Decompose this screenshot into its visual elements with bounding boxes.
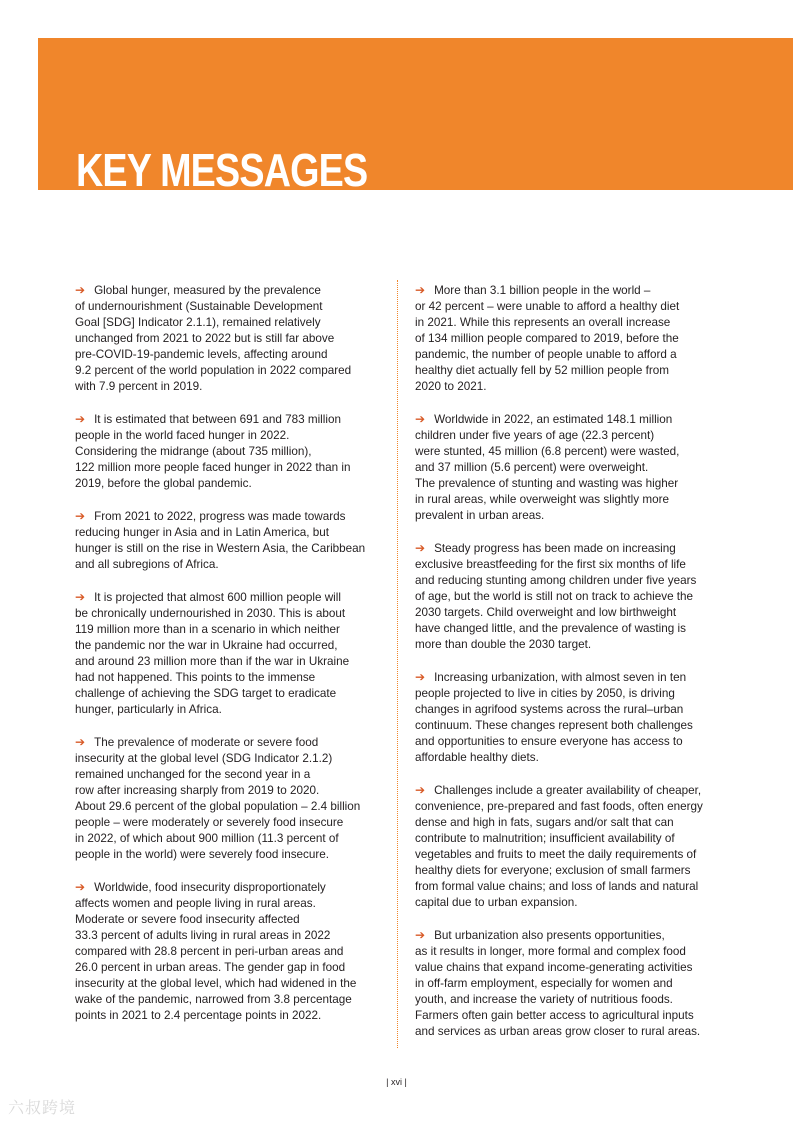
key-message: [75, 411, 385, 492]
message-line: [415, 1024, 725, 1040]
message-line: [415, 476, 725, 492]
message-line: [415, 557, 725, 573]
message-text: people projected to live in cities by 2050, is driving: [415, 687, 675, 700]
key-message: [415, 927, 725, 1040]
message-line: [415, 718, 725, 734]
message-line: [415, 799, 725, 815]
message-line: [75, 315, 385, 331]
message-line: [415, 992, 725, 1008]
message-line: [75, 638, 385, 654]
message-text: dense and high in fats, sugars and/or salt that can: [415, 816, 674, 829]
message-text: youth, and increase the variety of nutritious foods.: [415, 993, 673, 1006]
message-text: prevalent in urban areas.: [415, 509, 545, 522]
message-line: [415, 734, 725, 750]
message-line: [415, 460, 725, 476]
message-line: [415, 686, 725, 702]
message-text: 119 million more than in a scenario in which neither: [75, 623, 340, 636]
message-line: [415, 815, 725, 831]
message-line: [415, 379, 725, 395]
message-line: [415, 960, 725, 976]
message-line: [75, 508, 385, 525]
message-text: 33.3 percent of adults living in rural areas in 2022: [75, 929, 331, 942]
message-text: in off-farm employment, especially for women and: [415, 977, 673, 990]
message-text: and 37 million (5.6 percent) were overweight.: [415, 461, 649, 474]
message-text: insecurity at the global level (SDG Indicator 2.1.2): [75, 752, 333, 765]
message-text: pandemic, the number of people unable to afford a: [415, 348, 677, 361]
message-line: [75, 847, 385, 863]
message-text: people in the world) were severely food insecure.: [75, 848, 330, 861]
message-line: [75, 525, 385, 541]
message-text: contribute to malnutrition; insufficient availability of: [415, 832, 675, 845]
message-text: be chronically undernourished in 2030. This is about: [75, 607, 346, 620]
message-text: healthy diets for everyone; exclusion of small farmers: [415, 864, 691, 877]
message-line: [75, 299, 385, 315]
message-text: as it results in longer, more formal and complex food: [415, 945, 686, 958]
message-text: capital due to urban expansion.: [415, 896, 578, 909]
message-line: [75, 815, 385, 831]
message-line: [415, 944, 725, 960]
watermark: 六叔跨境: [8, 1098, 77, 1117]
page-number: | xvi |: [386, 1077, 407, 1087]
message-line: [75, 606, 385, 622]
message-text: 122 million more people faced hunger in 2022 than in: [75, 461, 351, 474]
message-line: [415, 669, 725, 686]
message-text: compared with 28.8 percent in peri-urban areas and: [75, 945, 344, 958]
message-text: 26.0 percent in urban areas. The gender gap in food: [75, 961, 346, 974]
message-text: 2020 to 2021.: [415, 380, 487, 393]
message-line: [75, 347, 385, 363]
message-text: challenge of achieving the SDG target to eradicate: [75, 687, 337, 700]
arrow-right-icon: ➔: [415, 783, 426, 797]
message-text: Global hunger, measured by the prevalence: [94, 284, 321, 297]
message-text: affects women and people living in rural areas.: [75, 897, 316, 910]
message-text: value chains that expand income-generating activities: [415, 961, 693, 974]
message-line: [75, 557, 385, 573]
message-line: [415, 589, 725, 605]
message-line: [75, 960, 385, 976]
key-message: [415, 540, 725, 653]
message-line: [415, 621, 725, 637]
arrow-right-icon: ➔: [415, 283, 426, 297]
message-line: [415, 299, 725, 315]
key-message: [415, 669, 725, 766]
message-text: More than 3.1 billion people in the world –: [434, 284, 651, 297]
message-text: affordable healthy diets.: [415, 751, 539, 764]
message-text: The prevalence of moderate or severe food: [94, 736, 319, 749]
message-text: 2030 targets. Child overweight and low birthweight: [415, 606, 677, 619]
message-line: [75, 912, 385, 928]
message-line: [415, 508, 725, 524]
message-text: more than double the 2030 target.: [415, 638, 592, 651]
message-line: [75, 444, 385, 460]
message-text: insecurity at the global level, which had widened in the: [75, 977, 357, 990]
left-column: [75, 282, 385, 1040]
message-text: from formal value chains; and loss of lands and natural: [415, 880, 699, 893]
key-message: [75, 282, 385, 395]
message-line: [75, 992, 385, 1008]
key-message: [75, 734, 385, 863]
message-text: unchanged from 2021 to 2022 but is still far above: [75, 332, 335, 345]
message-line: [415, 927, 725, 944]
message-text: hunger is still on the rise in Western Asia, the Caribbean: [75, 542, 366, 555]
arrow-right-icon: ➔: [415, 670, 426, 684]
message-line: [415, 411, 725, 428]
arrow-right-icon: ➔: [415, 928, 426, 942]
message-text: Challenges include a greater availability of cheaper,: [434, 784, 702, 797]
message-line: [75, 767, 385, 783]
message-line: [75, 622, 385, 638]
message-text: of undernourishment (Sustainable Development: [75, 300, 323, 313]
message-line: [75, 670, 385, 686]
message-line: [415, 863, 725, 879]
message-line: [75, 541, 385, 557]
message-line: [415, 573, 725, 589]
arrow-right-icon: ➔: [75, 590, 86, 604]
message-line: [415, 637, 725, 653]
message-text: changes in agrifood systems across the rural–urban: [415, 703, 684, 716]
message-text: children under five years of age (22.3 percent): [415, 429, 655, 442]
message-line: [75, 879, 385, 896]
message-text: in 2021. While this represents an overall increase: [415, 316, 671, 329]
message-text: Considering the midrange (about 735 million),: [75, 445, 312, 458]
message-text: and services as urban areas grow closer to rural areas.: [415, 1025, 701, 1038]
message-text: people in the world faced hunger in 2022.: [75, 429, 290, 442]
message-text: From 2021 to 2022, progress was made towards: [94, 510, 346, 523]
message-text: reducing hunger in Asia and in Latin America, but: [75, 526, 330, 539]
message-text: and opportunities to ensure everyone has access to: [415, 735, 683, 748]
message-line: [415, 782, 725, 799]
message-line: [75, 831, 385, 847]
message-line: [75, 428, 385, 444]
message-text: It is estimated that between 691 and 783 million: [94, 413, 341, 426]
message-text: Steady progress has been made on increasing: [434, 542, 676, 555]
message-text: people – were moderately or severely food insecure: [75, 816, 344, 829]
message-text: vegetables and fruits to meet the daily requirements of: [415, 848, 697, 861]
message-text: Farmers often gain better access to agricultural inputs: [415, 1009, 694, 1022]
message-line: [415, 428, 725, 444]
message-line: [75, 686, 385, 702]
message-line: [415, 444, 725, 460]
message-text: exclusive breastfeeding for the first six months of life: [415, 558, 686, 571]
message-text: Moderate or severe food insecurity affected: [75, 913, 300, 926]
arrow-right-icon: ➔: [75, 509, 86, 523]
message-text: row after increasing sharply from 2019 to 2020.: [75, 784, 320, 797]
message-text: But urbanization also presents opportunities,: [434, 929, 665, 942]
arrow-right-icon: ➔: [75, 412, 86, 426]
message-line: [75, 799, 385, 815]
message-line: [75, 476, 385, 492]
message-text: were stunted, 45 million (6.8 percent) were wasted,: [415, 445, 680, 458]
arrow-right-icon: ➔: [75, 880, 86, 894]
message-line: [415, 363, 725, 379]
message-line: [75, 702, 385, 718]
key-message: [75, 508, 385, 573]
column-divider: [397, 280, 398, 1048]
message-line: [415, 702, 725, 718]
key-message: [415, 782, 725, 911]
message-text: continuum. These changes represent both challenges: [415, 719, 693, 732]
key-message: [415, 411, 725, 524]
header-banner: [38, 38, 793, 190]
message-line: [75, 282, 385, 299]
message-line: [415, 315, 725, 331]
message-line: [75, 783, 385, 799]
message-line: [75, 379, 385, 395]
message-line: [75, 976, 385, 992]
message-line: [415, 331, 725, 347]
message-line: [415, 605, 725, 621]
message-line: [415, 1008, 725, 1024]
message-line: [75, 1008, 385, 1024]
message-line: [415, 492, 725, 508]
message-text: hunger, particularly in Africa.: [75, 703, 222, 716]
message-line: [75, 460, 385, 476]
message-line: [75, 734, 385, 751]
message-text: The prevalence of stunting and wasting was higher: [415, 477, 679, 490]
message-line: [415, 847, 725, 863]
message-text: with 7.9 percent in 2019.: [75, 380, 203, 393]
message-line: [75, 363, 385, 379]
message-text: Worldwide, food insecurity disproportionately: [94, 881, 326, 894]
message-text: Increasing urbanization, with almost seven in ten: [434, 671, 687, 684]
message-text: Goal [SDG] Indicator 2.1.1), remained relatively: [75, 316, 321, 329]
message-text: 2019, before the global pandemic.: [75, 477, 252, 490]
arrow-right-icon: ➔: [75, 735, 86, 749]
arrow-right-icon: ➔: [415, 412, 426, 426]
message-text: pre-COVID-19-pandemic levels, affecting around: [75, 348, 328, 361]
message-text: of age, but the world is still not on track to achieve the: [415, 590, 694, 603]
message-line: [75, 411, 385, 428]
message-text: or 42 percent – were unable to afford a healthy diet: [415, 300, 680, 313]
message-text: and all subregions of Africa.: [75, 558, 219, 571]
message-line: [415, 976, 725, 992]
message-line: [75, 896, 385, 912]
message-line: [75, 654, 385, 670]
message-text: 9.2 percent of the world population in 2022 compared: [75, 364, 352, 377]
message-text: healthy diet actually fell by 52 million people from: [415, 364, 670, 377]
message-text: the pandemic nor the war in Ukraine had occurred,: [75, 639, 338, 652]
message-text: Worldwide in 2022, an estimated 148.1 million: [434, 413, 673, 426]
message-text: have changed little, and the prevalence of wasting is: [415, 622, 686, 635]
message-text: points in 2021 to 2.4 percentage points in 2022.: [75, 1009, 322, 1022]
message-text: convenience, pre-prepared and fast foods, often energy: [415, 800, 703, 813]
key-message: [415, 282, 725, 395]
message-line: [415, 347, 725, 363]
message-line: [415, 540, 725, 557]
message-text: in 2022, of which about 900 million (11.3 percent of: [75, 832, 339, 845]
right-column: [415, 282, 725, 1056]
message-line: [415, 750, 725, 766]
message-text: About 29.6 percent of the global population – 2.4 billion: [75, 800, 361, 813]
message-text: in rural areas, while overweight was slightly more: [415, 493, 669, 506]
arrow-right-icon: ➔: [415, 541, 426, 555]
message-text: had not happened. This points to the immense: [75, 671, 316, 684]
key-message: [75, 589, 385, 718]
message-line: [75, 751, 385, 767]
message-text: and reducing stunting among children under five years: [415, 574, 697, 587]
page-title: KEY MESSAGES: [76, 144, 368, 190]
message-line: [415, 282, 725, 299]
message-line: [75, 928, 385, 944]
message-text: and around 23 million more than if the war in Ukraine: [75, 655, 350, 668]
arrow-right-icon: ➔: [75, 283, 86, 297]
message-line: [415, 895, 725, 911]
message-text: of 134 million people compared to 2019, before the: [415, 332, 679, 345]
message-text: It is projected that almost 600 million people will: [94, 591, 341, 604]
message-text: wake of the pandemic, narrowed from 3.8 percentage: [75, 993, 352, 1006]
key-message: [75, 879, 385, 1024]
message-line: [75, 331, 385, 347]
message-line: [415, 879, 725, 895]
message-line: [75, 589, 385, 606]
message-line: [415, 831, 725, 847]
message-line: [75, 944, 385, 960]
message-text: remained unchanged for the second year in a: [75, 768, 311, 781]
